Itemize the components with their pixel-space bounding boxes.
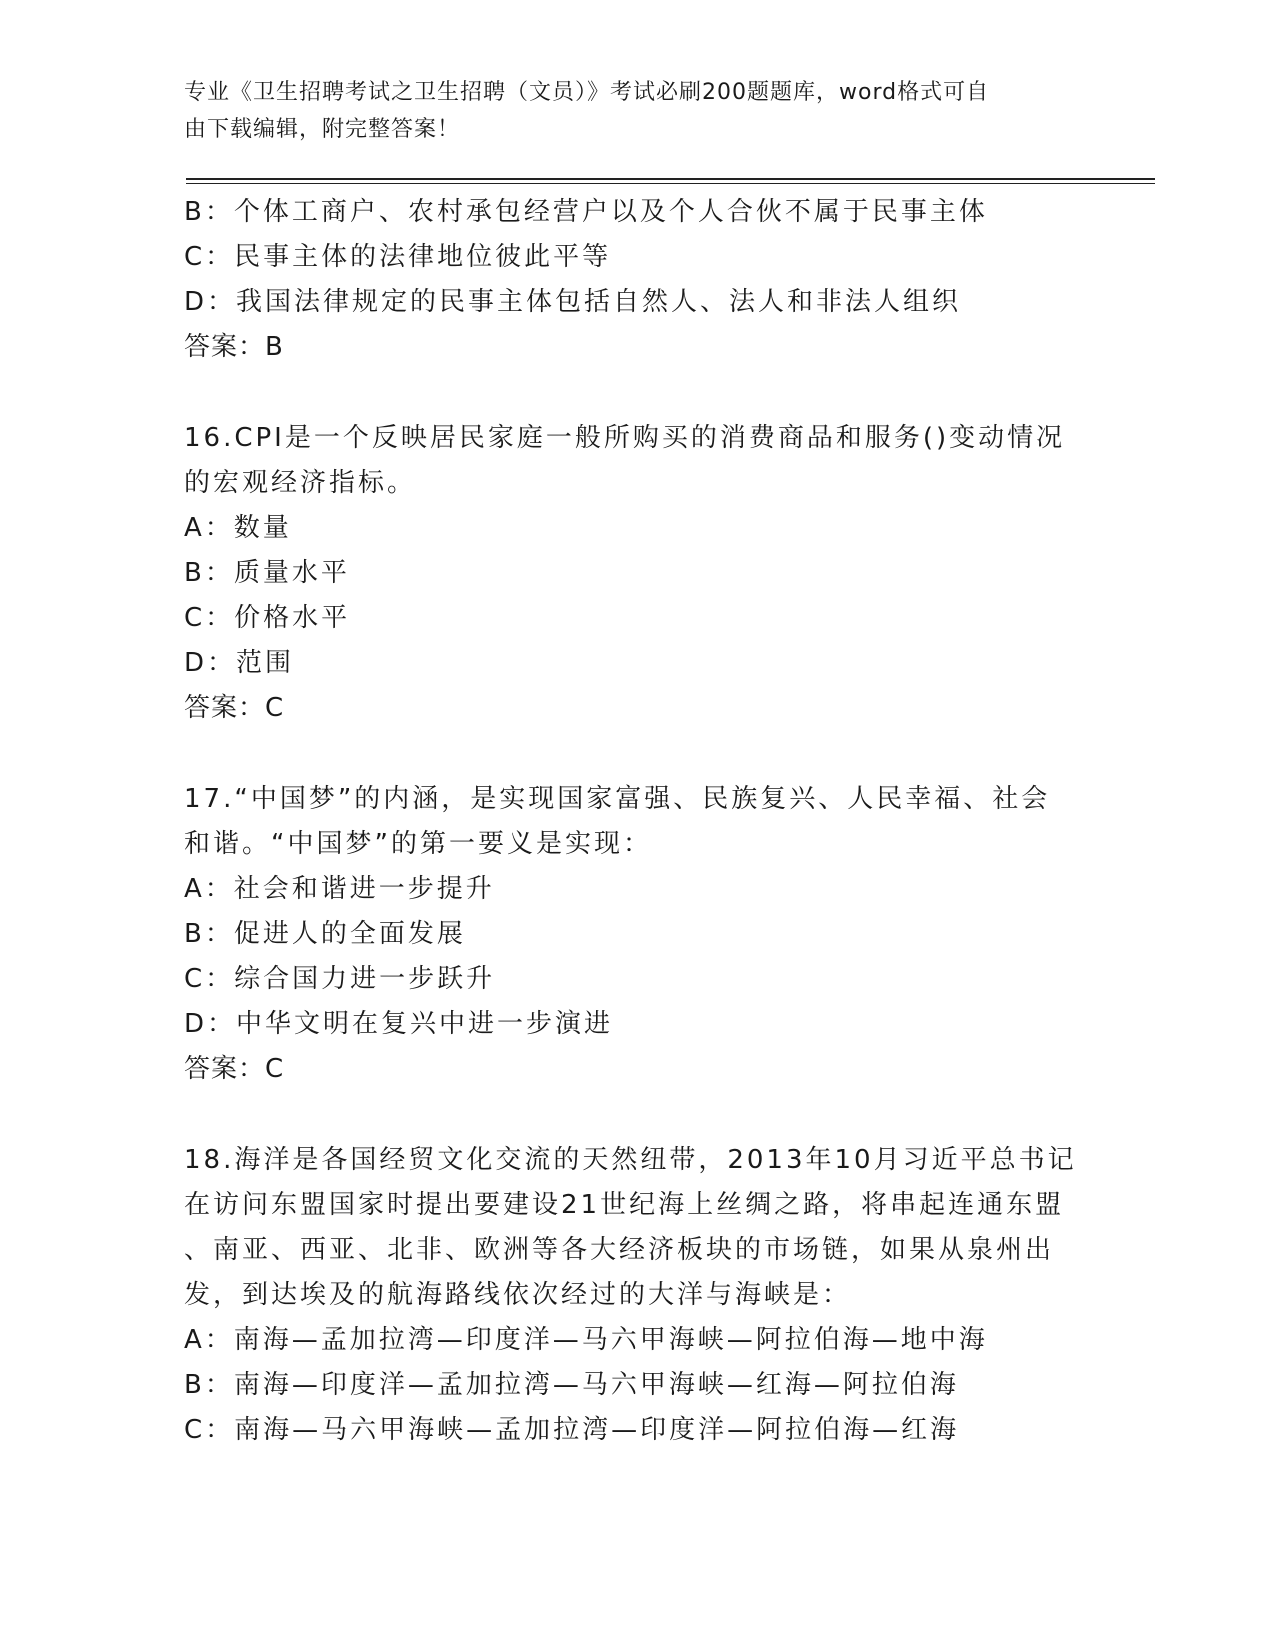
option-a: A：数量	[184, 513, 292, 543]
question-text-line: 的宏观经济指标。	[184, 468, 417, 498]
option-c: C：综合国力进一步跃升	[184, 964, 496, 994]
option-b: B：南海—印度洋—孟加拉湾—马六甲海峡—红海—阿拉伯海	[184, 1370, 959, 1400]
header-line-1: 专业《卫生招聘考试之卫生招聘（文员）》考试必刷200题题库，word格式可自	[184, 80, 990, 105]
option-d: D：我国法律规定的民事主体包括自然人、法人和非法人组织	[184, 287, 962, 317]
header-divider-thin	[186, 183, 1155, 184]
header-line-2: 由下载编辑，附完整答案！	[184, 117, 461, 142]
option-c: C：民事主体的法律地位彼此平等	[184, 242, 612, 272]
option-c: C：价格水平	[184, 603, 351, 633]
question-text-line: 16.CPI是一个反映居民家庭一般所购买的消费商品和服务()变动情况	[184, 423, 1066, 453]
option-a: A：南海—孟加拉湾—印度洋—马六甲海峡—阿拉伯海—地中海	[184, 1325, 988, 1355]
option-d: D：范围	[184, 648, 295, 678]
header-divider-thick	[186, 178, 1155, 180]
question-16	[184, 416, 1084, 731]
question-17	[184, 777, 1084, 1092]
question-18	[184, 1138, 1084, 1453]
question-text-line: 发，到达埃及的航海路线依次经过的大洋与海峡是：	[184, 1280, 852, 1310]
document-body	[184, 190, 1084, 1453]
option-c: C：南海—马六甲海峡—孟加拉湾—印度洋—阿拉伯海—红海	[184, 1415, 960, 1445]
option-d: D：中华文明在复兴中进一步演进	[184, 1009, 614, 1039]
question-text-line: 在访问东盟国家时提出要建设21世纪海上丝绸之路，将串起连通东盟	[184, 1190, 1065, 1220]
answer-line: 答案：C	[184, 1054, 285, 1084]
option-b: B：促进人的全面发展	[184, 919, 466, 949]
option-b: B：个体工商户、农村承包经营户以及个人合伙不属于民事主体	[184, 197, 988, 227]
option-a: A：社会和谐进一步提升	[184, 874, 495, 904]
answer-line: 答案：C	[184, 693, 285, 723]
document-header	[184, 74, 1064, 148]
option-b: B：质量水平	[184, 558, 350, 588]
answer-line: 答案：B	[184, 332, 284, 362]
question-text-line: 、南亚、西亚、北非、欧洲等各大经济板块的市场链，如果从泉州出	[184, 1235, 1055, 1265]
question-text-line: 18.海洋是各国经贸文化交流的天然纽带，2013年10月习近平总书记	[184, 1145, 1077, 1175]
question-text-line: 17.“中国梦”的内涵，是实现国家富强、民族复兴、人民幸福、社会	[184, 784, 1051, 814]
question-text-line: 和谐。“中国梦”的第一要义是实现：	[184, 829, 652, 859]
question-15-continuation	[184, 190, 1084, 370]
